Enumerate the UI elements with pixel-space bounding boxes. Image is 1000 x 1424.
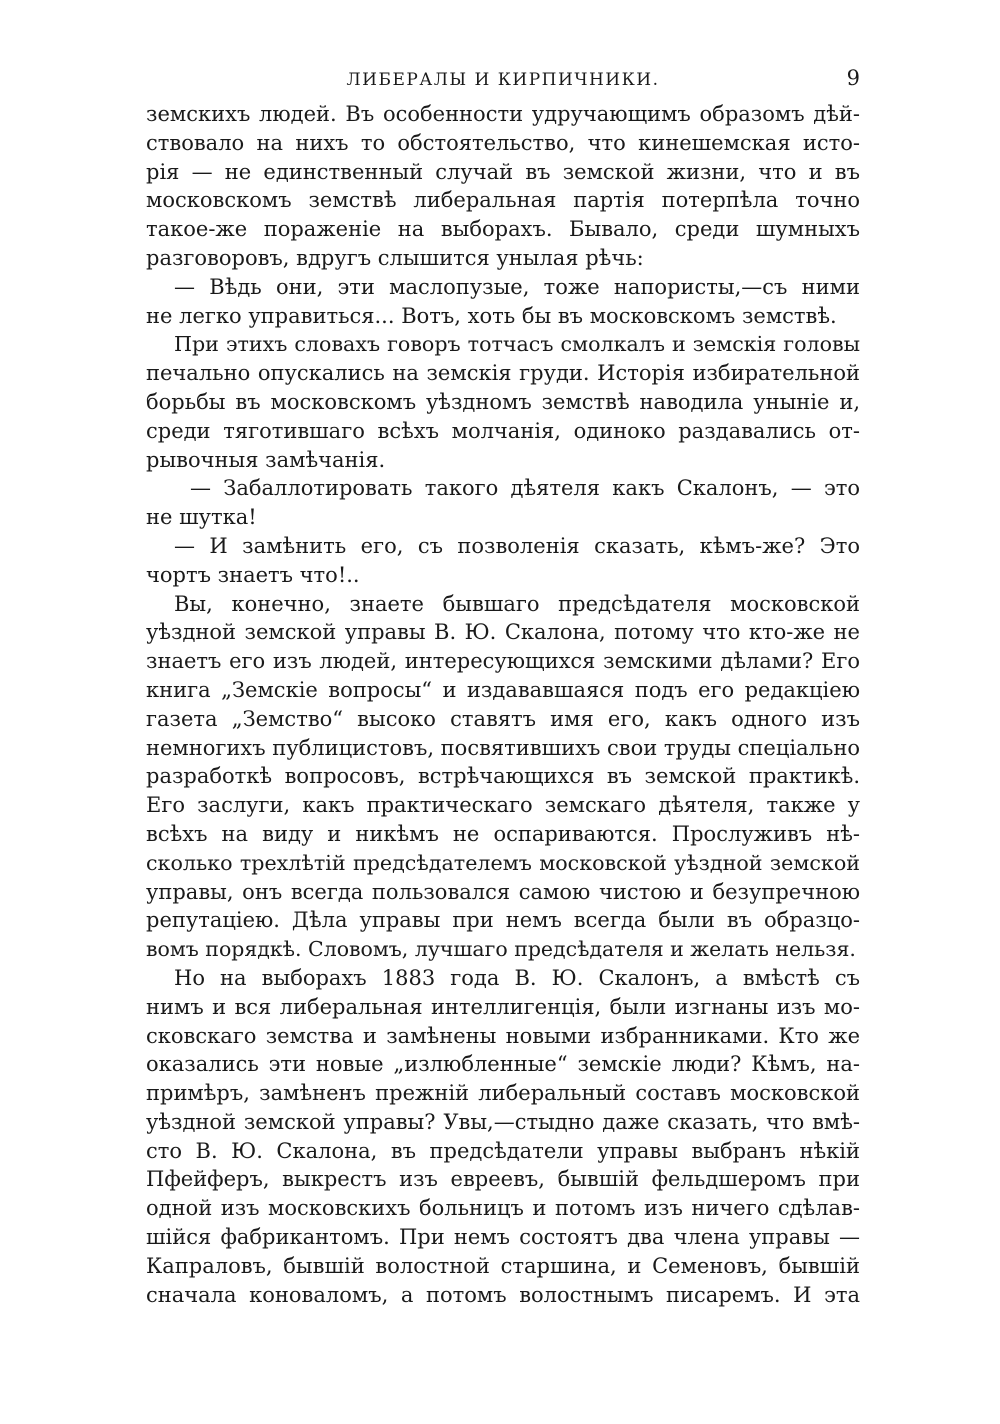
text-line: разговоровъ, вдругъ слышится унылая рѣчь: bbox=[146, 245, 644, 270]
text-line: — Забаллотировать такого дѣятеля какъ Скалонъ, — это bbox=[190, 476, 860, 501]
text-line: управы, онъ всегда пользовался самою чистою и безупречною bbox=[146, 879, 860, 904]
text-line: Вы, конечно, знаете бывшаго предсѣдателя московской bbox=[174, 591, 860, 616]
text-line: земскихъ людей. Въ особенности удручающимъ образомъ дѣй- bbox=[146, 102, 860, 126]
text-line: ствовало на нихъ то обстоятельство, что кинешемская исто- bbox=[146, 130, 860, 155]
book-page bbox=[146, 64, 860, 1384]
text-line: чортъ знаетъ что!.. bbox=[146, 562, 360, 587]
text-line: уѣздной земской управы? Увы,—стыдно даже сказать, что вмѣ- bbox=[146, 1109, 860, 1134]
text-line: Его заслуги, какъ практическаго земскаго дѣятеля, также у bbox=[146, 793, 860, 818]
text-line: Пфейферъ, выкрестъ изъ евреевъ, бывшій фельдшеромъ при bbox=[146, 1167, 860, 1192]
text-line: — Вѣдь они, эти маслопузые, тоже напористы,—съ ними bbox=[174, 274, 860, 299]
text-line: не легко управиться... Вотъ, хоть бы въ московскомъ земствѣ. bbox=[146, 303, 837, 328]
text-line: нимъ и вся либеральная интеллигенція, были изгнаны изъ мо- bbox=[146, 994, 860, 1019]
text-line: разработкѣ вопросовъ, встрѣчающихся въ земской практикѣ. bbox=[146, 764, 860, 789]
text-line: сколько трехлѣтій предсѣдателемъ московской уѣздной земской bbox=[146, 850, 860, 875]
text-line: оказались эти новые „излюбленные“ земскіе люди? Кѣмъ, на- bbox=[146, 1052, 860, 1077]
text-line: рія — не единственный случай въ земской жизни, что и въ bbox=[146, 159, 860, 184]
text-line: знаетъ его изъ людей, интересующихся земскими дѣлами? Его bbox=[146, 649, 860, 674]
text-line: Но на выборахъ 1883 года В. Ю. Скалонъ, а вмѣстѣ съ bbox=[174, 965, 860, 990]
body-text bbox=[146, 100, 860, 1309]
text-line: борьбы въ московскомъ уѣздномъ земствѣ наводила уныніе и, bbox=[146, 389, 860, 414]
text-line: — И замѣнить его, съ позволенія сказать, кѣмъ-же? Это bbox=[174, 533, 860, 558]
text-line: шійся фабрикантомъ. При немъ состоятъ два члена управы — bbox=[146, 1225, 860, 1250]
text-line: газета „Земство“ высоко ставятъ имя его, какъ одного изъ bbox=[146, 706, 860, 731]
text-line: вомъ порядкѣ. Словомъ, лучшаго предсѣдателя и желать нельзя. bbox=[146, 937, 856, 962]
text-line: сто В. Ю. Скалона, въ предсѣдатели управы выбранъ нѣкій bbox=[146, 1138, 860, 1163]
text-line: уѣздной земской управы В. Ю. Скалона, потому что кто-же не bbox=[146, 620, 860, 645]
text-line: рывочныя замѣчанія. bbox=[146, 447, 386, 472]
text-line: При этихъ словахъ говоръ тотчасъ смолкалъ и земскія головы bbox=[174, 332, 860, 357]
text-line: немногихъ публицистовъ, посвятившихъ свои труды спеціально bbox=[146, 735, 860, 760]
running-title: ЛИБЕРАЛЫ И КИРПИЧНИКИ. bbox=[346, 70, 660, 90]
text-line: сначала коноваломъ, а потомъ волостнымъ писаремъ. И эта bbox=[146, 1282, 860, 1307]
text-line: репутаціею. Дѣла управы при немъ всегда были въ образцо- bbox=[146, 908, 860, 933]
page-number: 9 bbox=[846, 66, 860, 90]
text-line: одной изъ московскихъ больницъ и потомъ изъ ничего сдѣлав- bbox=[146, 1196, 860, 1221]
text-line: такое-же пораженіе на выборахъ. Бывало, среди шумныхъ bbox=[146, 217, 860, 242]
text-line: примѣръ, замѣненъ прежній либеральный составъ московской bbox=[146, 1081, 860, 1106]
text-line: Капраловъ, бывшій волостной старшина, и Семеновъ, бывшій bbox=[146, 1253, 860, 1278]
text-line: не шутка! bbox=[146, 505, 257, 530]
text-line: книга „Земскіе вопросы“ и издававшаяся подъ его редакціею bbox=[146, 677, 860, 702]
text-line: всѣхъ на виду и никѣмъ не оспариваются. Прослуживъ нѣ- bbox=[146, 821, 860, 846]
text-line: среди тяготившаго всѣхъ молчанія, одиноко раздавались от- bbox=[146, 418, 860, 443]
text-line: печально опускались на земскія груди. Исторія избирательной bbox=[146, 361, 860, 386]
running-header bbox=[146, 64, 860, 100]
text-line: московскомъ земствѣ либеральная партія потерпѣла точно bbox=[146, 188, 860, 213]
text-line: сковскаго земства и замѣнены новыми избранниками. Кто же bbox=[146, 1023, 860, 1048]
